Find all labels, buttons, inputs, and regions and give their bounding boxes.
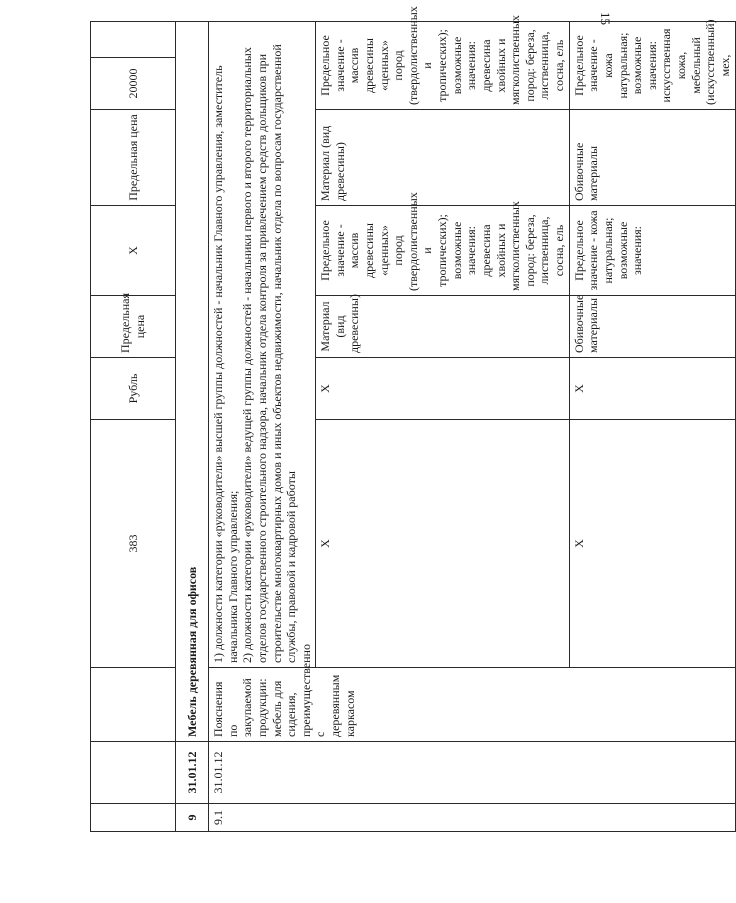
subrow-upholstery-value-2: Предельное значение - кожа натуральная; возможные значения: искусственная кожа, мебельный (искусственный) мех, — [569, 22, 735, 110]
header-unit: Рубль — [91, 358, 176, 420]
subrow-upholstery-char-2: Обивочные материалы — [569, 110, 735, 206]
header-extra-cell — [91, 22, 176, 58]
header-price: 20000 — [91, 58, 176, 110]
item-index: 9.1 — [209, 804, 736, 832]
header-index-cell — [91, 804, 176, 832]
header-label-cell — [91, 668, 176, 742]
subrow-wood-unit: X — [316, 358, 570, 420]
header-okei-code: 383 — [91, 420, 176, 668]
header-char-price-2: Предельная цена — [91, 110, 176, 206]
header-row — [91, 22, 176, 832]
subrow-wood-code: X — [316, 420, 570, 668]
subrow-wood-value-2: Предельное значение - массив древесины «ценных» пород (твердолиственных и тропических); возможные значения: древесина хвойных и мягколиственных пород: береза, лиственница, сосна, ель — [316, 22, 570, 110]
header-char-price: Предельная цена — [91, 296, 176, 358]
subrow-wood-value: Предельное значение - массив древесины «ценных» пород (твердолиственных и тропических); возможные значения: древесина хвойных и мягколиственных пород: береза, лиственница, сосна, ель — [316, 206, 570, 296]
item-code: 31.01.12 — [209, 742, 736, 804]
subrow-upholstery-code: X — [569, 420, 735, 668]
subrow-upholstery-unit: X — [569, 358, 735, 420]
header-code-cell — [91, 742, 176, 804]
item-label: Пояснения по закупаемой продукции: мебель для сидения, преимущественно с деревянным каркасом — [209, 668, 736, 742]
item-positions — [209, 22, 316, 668]
subrow-upholstery-value: Предельное значение - кожа натуральная; возможные значения: — [569, 206, 735, 296]
section-title: Мебель деревянная для офисов — [176, 22, 209, 742]
section-code: 31.01.12 — [176, 742, 209, 804]
subrow-upholstery-char: Обивочные материалы — [569, 296, 735, 358]
header-value-x: X — [91, 206, 176, 296]
item-positions-text: 1) должности категории «руководители» высшей группы должностей - начальник Главного управления, заместитель начальника Главного управления; 2) должности категории «руководители» ведущей группы должностей - начальники первого и второго территориальных отделов государственного строительного надзора, начальник отдела контроля за привлечением средств дольщиков при строительстве многоквартирных домов и иных объектов недвижимости, начальник отдела по вопросам государственной службы, правовой и кадровой работы — [211, 44, 299, 663]
section-row — [176, 22, 209, 832]
subrow-wood-char: Материал (вид древесины) — [316, 296, 570, 358]
item-row — [209, 22, 316, 832]
page-number: 15 — [598, 12, 613, 25]
subrow-wood-char-2: Материал (вид древесины) — [316, 110, 570, 206]
section-index: 9 — [176, 804, 209, 832]
